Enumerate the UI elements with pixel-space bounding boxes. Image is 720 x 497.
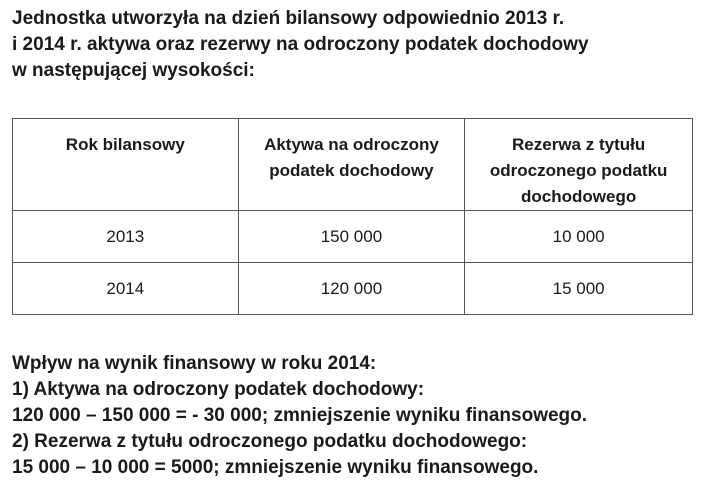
intro-line: w następującej wysokości: <box>12 60 255 81</box>
impact-paragraph <box>12 351 712 481</box>
table-header-row <box>13 119 693 211</box>
table-row <box>13 263 693 315</box>
header-line: dochodowego <box>521 187 637 206</box>
header-rok-bilansowy <box>13 119 239 211</box>
header-line: podatek dochodowy <box>269 161 434 180</box>
impact-line: 1) Aktywa na odroczony podatek dochodowy: <box>12 379 425 400</box>
tax-table <box>12 118 693 315</box>
header-aktywa <box>238 119 465 211</box>
cell-aktywa: 150 000 <box>238 211 465 263</box>
intro-line: i 2014 r. aktywa oraz rezerwy na odroczony podatek dochodowy <box>12 34 589 55</box>
cell-year: 2014 <box>13 263 239 315</box>
header-line: Aktywa na odroczony <box>264 135 439 154</box>
header-line: odroczonego podatku <box>489 161 668 180</box>
intro-line: Jednostka utworzyła na dzień bilansowy odpowiednio 2013 r. <box>12 8 565 29</box>
cell-rezerwa: 15 000 <box>465 263 693 315</box>
impact-line: 15 000 – 10 000 = 5000; zmniejszenie wyniku finansowego. <box>12 457 539 478</box>
header-line: Rok bilansowy <box>65 135 185 154</box>
cell-year: 2013 <box>13 211 239 263</box>
impact-line: 120 000 – 150 000 = - 30 000; zmniejszenie wyniku finansowego. <box>12 405 588 426</box>
impact-title: Wpływ na wynik finansowy w roku 2014: <box>12 353 377 374</box>
cell-aktywa: 120 000 <box>238 263 465 315</box>
table-row <box>13 211 693 263</box>
impact-line: 2) Rezerwa z tytułu odroczonego podatku dochodowego: <box>12 431 528 452</box>
cell-rezerwa: 10 000 <box>465 211 693 263</box>
header-line: Rezerwa z tytułu <box>512 135 646 154</box>
header-rezerwa <box>465 119 693 211</box>
intro-paragraph <box>12 6 712 84</box>
